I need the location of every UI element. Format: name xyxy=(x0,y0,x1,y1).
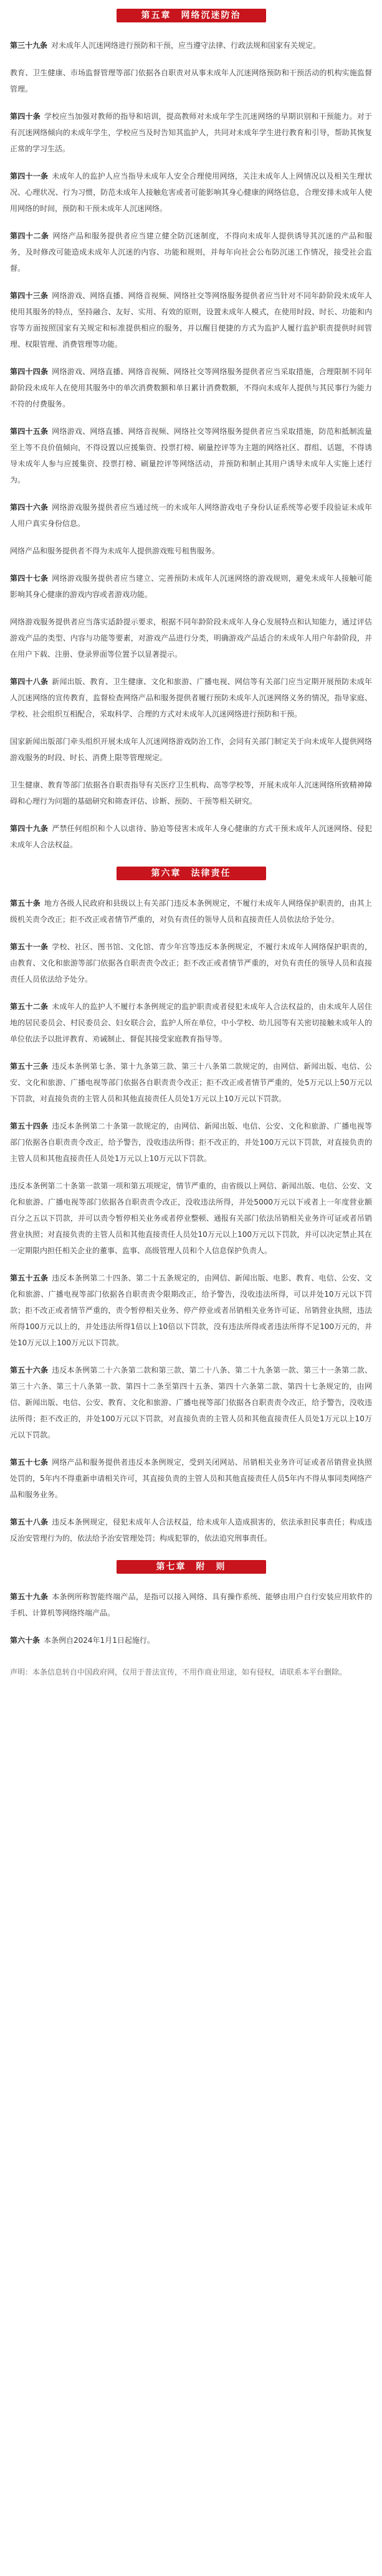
chapter-6-articles xyxy=(10,895,372,1546)
article-paragraph xyxy=(10,733,372,766)
article-text: 违反本条例第二十六条第二款和第三款、第二十八条、第二十九条第一款、第三十一条第二款、第三十六条、第三十八条第一款、第四十二条至第四十五条、第四十六条第二款、第四十七条规定的，由网信、新闻出版、电信、公安、教育、文化和旅游、广播电视等部门依据各自职责责令改正，给予警告，没收违法所得；拒不改正的，并处100万元以下罚款，对直接负责的主管人员和其他直接责任人员处1万元以上10万元以下罚款。 xyxy=(10,1366,372,1439)
article-text: 地方各级人民政府和县级以上有关部门违反本条例规定，不履行未成年人网络保护职责的，由其上级机关责令改正；拒不改正或者情节严重的，对负有责任的领导人员和直接责任人员依法给予处分。 xyxy=(10,899,372,924)
article-number: 第五十八条 xyxy=(10,1518,49,1526)
article-paragraph xyxy=(10,1632,372,1648)
article-paragraph xyxy=(10,939,372,987)
copyright-notice: 声明：本条信息转自中国政府网，仅用于普法宣传，不用作商业用途，如有侵权，请联系本平台删除。 xyxy=(10,1668,347,1676)
chapter-5-articles xyxy=(10,37,372,853)
article-number: 第五十一条 xyxy=(10,942,49,951)
article-text: 本条例所称智能终端产品，是指可以接入网络、具有操作系统、能够由用户自行安装应用软件的手机、计算机等网络终端产品。 xyxy=(10,1592,372,1617)
article-paragraph xyxy=(10,777,372,809)
article-text: 对未成年人沉迷网络进行预防和干预，应当遵守法律、行政法规和国家有关规定。 xyxy=(51,41,321,50)
article-text: 卫生健康、教育等部门依据各自职责指导有关医疗卫生机构、高等学校等，开展未成年人沉迷网络所致精神障碍和心理行为问题的基础研究和筛查评估、诊断、预防、干预等相关研究。 xyxy=(10,781,372,806)
article-text: 违反本条例规定，侵犯未成年人合法权益，给未成年人造成损害的，依法承担民事责任；构成违反治安管理行为的，依法给予治安管理处罚；构成犯罪的，依法追究刑事责任。 xyxy=(10,1518,372,1543)
article-paragraph xyxy=(10,37,372,54)
article-number: 第四十四条 xyxy=(10,367,49,376)
article-text: 本条例自2024年1月1日起施行。 xyxy=(44,1636,155,1645)
article-text: 网络产品和服务提供者违反本条例规定，受到关闭网站、吊销相关业务许可证或者吊销营业执照处罚的，5年内不得重新申请相关许可，其直接负责的主管人员和其他直接责任人员5年内不得从事同类网络产品和服务业务。 xyxy=(10,1458,372,1499)
article-text: 严禁任何组织和个人以虐待、胁迫等侵害未成年人身心健康的方式干预未成年人沉迷网络、侵犯未成年人合法权益。 xyxy=(10,824,372,849)
article-number: 第五十六条 xyxy=(10,1366,49,1375)
article-number: 第五十三条 xyxy=(10,1062,49,1071)
article-text: 网络游戏服务提供者应当建立、完善预防未成年人沉迷网络的游戏规则，避免未成年人接触可能影响其身心健康的游戏内容或者游戏功能。 xyxy=(10,574,372,599)
article-number: 第五十二条 xyxy=(10,1002,49,1011)
article-number: 第五十五条 xyxy=(10,1274,49,1282)
article-number: 第三十九条 xyxy=(10,41,48,50)
chapter-7-banner: 第七章 附 则 xyxy=(117,1560,266,1574)
article-paragraph xyxy=(10,423,372,488)
article-paragraph xyxy=(10,895,372,928)
article-number: 第四十六条 xyxy=(10,503,49,512)
article-number: 第四十五条 xyxy=(10,427,49,436)
article-paragraph xyxy=(10,999,372,1047)
article-paragraph xyxy=(10,820,372,853)
article-text: 网络游戏、网络直播、网络音视频、网络社交等网络服务提供者应当针对不同年龄阶段未成年人使用其服务的特点，坚持融合、友好、实用、有效的原则，设置未成年人模式，在使用时段、时长、功能和内容等方面按照国家有关规定和标准提供相应的服务，并以醒目便捷的方式为监护人履行监护职责提供时间管理、权限管理、消费管理等功能。 xyxy=(10,291,372,349)
article-number: 第四十一条 xyxy=(10,172,49,181)
article-paragraph xyxy=(10,288,372,352)
article-paragraph xyxy=(10,1058,372,1107)
article-paragraph xyxy=(10,499,372,532)
article-text: 新闻出版、教育、卫生健康、文化和旅游、广播电视、网信等有关部门应当定期开展预防未成年人沉迷网络的宣传教育，监督检查网络产品和服务提供者履行预防未成年人沉迷网络义务的情况，指导家庭、学校、社会组织互相配合，采取科学、合理的方式对未成年人沉迷网络进行预防和干预。 xyxy=(10,677,372,718)
chapter-6-banner: 第六章 法律责任 xyxy=(117,867,266,880)
article-paragraph xyxy=(10,1362,372,1443)
article-number: 第四十八条 xyxy=(10,677,49,686)
article-number: 第五十七条 xyxy=(10,1458,49,1467)
article-number: 第四十三条 xyxy=(10,291,49,300)
article-text: 违反本条例第二十条第一款规定的，由网信、新闻出版、电信、公安、文化和旅游、广播电视等部门依据各自职责责令改正，给予警告，没收违法所得；拒不改正的，并处100万元以下罚款，对直接负责的主管人员和其他直接责任人员处1万元以上10万元以下罚款。 xyxy=(10,1122,372,1163)
article-paragraph xyxy=(10,614,372,662)
article-paragraph xyxy=(10,168,372,217)
chapter-5-banner: 第五章 网络沉迷防治 xyxy=(117,9,266,22)
article-number: 第四十二条 xyxy=(10,232,49,240)
article-paragraph xyxy=(10,108,372,157)
article-paragraph xyxy=(10,1178,372,1259)
chapter-7-articles xyxy=(10,1589,372,1648)
article-text: 未成年人的监护人应当指导未成年人安全合理使用网络，关注未成年人上网情况以及相关生理状况、心理状况、行为习惯，防范未成年人接触危害或者可能影响其身心健康的网络信息，合理安排未成年人使用网络的时间，预防和干预未成年人沉迷网络。 xyxy=(10,172,372,213)
article-paragraph xyxy=(10,364,372,412)
article-text: 未成年人的监护人不履行本条例规定的监护职责或者侵犯未成年人合法权益的，由未成年人居住地的居民委员会、村民委员会、妇女联合会，监护人所在单位，中小学校、幼儿园等有关密切接触未成年人的单位依法予以批评教育、劝诫制止、督促其接受家庭教育指导等。 xyxy=(10,1002,372,1043)
article-paragraph xyxy=(10,65,372,97)
article-paragraph xyxy=(10,1270,372,1351)
article-number: 第五十四条 xyxy=(10,1122,49,1131)
article-text: 学校、社区、图书馆、文化馆、青少年宫等违反本条例规定，不履行未成年人网络保护职责的，由教育、文化和旅游等部门依据各自职责责令改正；拒不改正或者情节严重的，对负有责任的领导人员和直接责任人员依法给予处分。 xyxy=(10,942,372,984)
article-text: 网络游戏、网络直播、网络音视频、网络社交等网络服务提供者应当采取措施，防范和抵制流量至上等不良价值倾向，不得设置以应援集资、投票打榜、刷量控评等为主题的网络社区、群组、话题，不得诱导未成年人参与应援集资、投票打榜、刷量控评等网络活动，并预防和制止其用户诱导未成年人实施上述行为。 xyxy=(10,427,372,484)
article-number: 第六十条 xyxy=(10,1636,41,1645)
article-paragraph xyxy=(10,1118,372,1167)
article-text: 违反本条例第二十四条、第二十五条规定的，由网信、新闻出版、电影、教育、电信、公安、文化和旅游、广播电视等部门依据各自职责责令限期改正，给予警告，没收违法所得，可以并处10万元以下罚款；拒不改正或者情节严重的，责令暂停相关业务、停产停业或者吊销相关业务许可证、吊销营业执照，违法所得100万元以上的，并处违法所得1倍以上10倍以下罚款，没有违法所得或者违法所得不足100万元的，并处10万元以上100万元以下罚款。 xyxy=(10,1274,372,1347)
article-text: 网络游戏服务提供者应当通过统一的未成年人网络游戏电子身份认证系统等必要手段验证未成年人用户真实身份信息。 xyxy=(10,503,372,528)
article-paragraph xyxy=(10,228,372,276)
article-text: 网络游戏服务提供者应当落实适龄提示要求，根据不同年龄阶段未成年人身心发展特点和认知能力，通过评估游戏产品的类型、内容与功能等要素，对游戏产品进行分类，明确游戏产品适合的未成年人用户年龄阶段，并在用户下载、注册、登录界面等位置予以显著提示。 xyxy=(10,618,372,659)
article-paragraph xyxy=(10,1514,372,1546)
article-text: 网络产品和服务提供者应当建立健全防沉迷制度，不得向未成年人提供诱导其沉迷的产品和服务，及时修改可能造成未成年人沉迷的内容、功能和规则，并每年向社会公布防沉迷工作情况，接受社会监督。 xyxy=(10,232,372,273)
article-number: 第五十条 xyxy=(10,899,41,908)
article-text: 教育、卫生健康、市场监督管理等部门依据各自职责对从事未成年人沉迷网络预防和干预活动的机构实施监督管理。 xyxy=(10,68,372,93)
article-text: 网络游戏、网络直播、网络音视频、网络社交等网络服务提供者应当采取措施，合理限制不同年龄阶段未成年人在使用其服务中的单次消费数额和单日累计消费数额，不得向未成年人提供与其民事行为能力不符的付费服务。 xyxy=(10,367,372,408)
article-paragraph xyxy=(10,543,372,559)
article-paragraph xyxy=(10,1589,372,1621)
article-paragraph xyxy=(10,1454,372,1503)
article-number: 第四十九条 xyxy=(10,824,49,833)
article-paragraph xyxy=(10,674,372,722)
article-text: 违反本条例第七条、第十九条第三款、第三十八条第二款规定的，由网信、新闻出版、电信、公安、文化和旅游、广播电视等部门依据各自职责责令改正；拒不改正或者情节严重的，处5万元以上50万元以下罚款，对直接负责的主管人员和其他直接责任人员处1万元以上10万元以下罚款。 xyxy=(10,1062,372,1103)
article-text: 网络产品和服务提供者不得为未成年人提供游戏账号租售服务。 xyxy=(10,547,220,555)
article-text: 学校应当加强对教师的指导和培训，提高教师对未成年学生沉迷网络的早期识别和干预能力。对于有沉迷网络倾向的未成年学生，学校应当及时告知其监护人，共同对未成年学生进行教育和引导，帮助其恢复正常的学习生活。 xyxy=(10,112,372,153)
article-text: 国家新闻出版部门牵头组织开展未成年人沉迷网络游戏防治工作，会同有关部门制定关于向未成年人提供网络游戏服务的时段、时长、消费上限等管理规定。 xyxy=(10,737,372,762)
article-number: 第五十九条 xyxy=(10,1592,49,1601)
article-number: 第四十条 xyxy=(10,112,41,121)
article-text: 违反本条例第二十条第一款第一项和第五项规定，情节严重的，由省级以上网信、新闻出版、电信、公安、文化和旅游、广播电视等部门依据各自职责责令改正，没收违法所得，并处5000万元以下或者上一年度营业额百分之五以下罚款，并可以责令暂停相关业务或者停业整顿、通报有关部门依法吊销相关业务许可证或者吊销营业执照；对直接负责的主管人员和其他直接责任人员处10万元以上100万元以下罚款，并可以决定禁止其在一定期限内担任相关企业的董事、监事、高级管理人员和个人信息保护负责人。 xyxy=(10,1182,372,1255)
article-number: 第四十七条 xyxy=(10,574,49,583)
article-paragraph xyxy=(10,570,372,603)
